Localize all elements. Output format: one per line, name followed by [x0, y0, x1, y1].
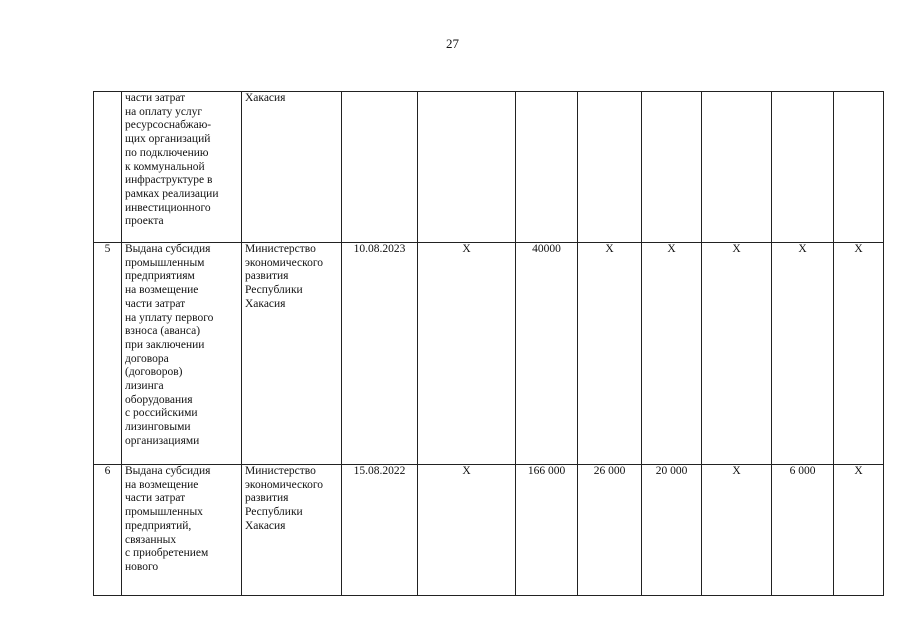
description-cell: [122, 465, 242, 596]
description-line: щих организаций: [125, 133, 211, 146]
description-line: рамках реализации: [125, 187, 219, 200]
value-cell: 40000: [516, 243, 578, 465]
value-cell: [702, 92, 772, 243]
description-line: на уплату первого: [125, 311, 214, 324]
description-line: на оплату услуг: [125, 105, 203, 118]
executor-cell: [242, 243, 342, 465]
description-line: инфраструктуре в: [125, 174, 213, 187]
table-row: [94, 465, 884, 596]
description-line: проекта: [125, 215, 164, 228]
value-cell: 20 000: [642, 465, 702, 596]
description-line: нового: [125, 560, 159, 573]
executor-line: Республики: [245, 506, 303, 519]
description-cell: [122, 92, 242, 243]
executor-line: Хакасия: [245, 297, 286, 310]
description-line: договора: [125, 352, 169, 365]
description-line: предприятиям: [125, 270, 195, 283]
executor-line: экономического: [245, 478, 324, 491]
executor-cell: [242, 92, 342, 243]
value-cell: 6 000: [772, 465, 834, 596]
description-line: предприятий,: [125, 519, 192, 532]
value-cell: [516, 92, 578, 243]
description-line: к коммунальной: [125, 160, 205, 173]
row-number-cell: [94, 92, 122, 243]
description-line: части затрат: [125, 492, 186, 505]
value-cell: X: [642, 243, 702, 465]
value-cell: 26 000: [578, 465, 642, 596]
executor-cell: [242, 465, 342, 596]
description-line: оборудования: [125, 393, 193, 406]
value-cell: X: [834, 465, 884, 596]
value-cell: [578, 92, 642, 243]
executor-line: Хакасия: [245, 519, 286, 532]
description-line: на возмещение: [125, 284, 199, 297]
date-cell: [342, 92, 418, 243]
description-line: с приобретением: [125, 547, 209, 560]
date-cell: 10.08.2023: [342, 243, 418, 465]
description-line: ресурсоснабжаю-: [125, 119, 212, 132]
document-table: [93, 91, 884, 596]
value-cell: [772, 92, 834, 243]
date-cell: 15.08.2022: [342, 465, 418, 596]
description-line: по подключению: [125, 146, 209, 159]
description-line: (договоров): [125, 366, 183, 379]
description-line: при заключении: [125, 338, 205, 351]
description-line: части затрат: [125, 297, 186, 310]
description-line: Выдана субсидия: [125, 243, 211, 255]
value-cell: X: [418, 465, 516, 596]
executor-line: Министерство: [245, 465, 316, 477]
executor-line: Министерство: [245, 243, 316, 255]
value-cell: X: [702, 243, 772, 465]
description-line: Выдана субсидия: [125, 465, 211, 477]
value-cell: [834, 92, 884, 243]
description-line: на возмещение: [125, 478, 199, 491]
description-line: части затрат: [125, 92, 186, 104]
table-row: [94, 243, 884, 465]
description-cell: [122, 243, 242, 465]
executor-line: развития: [245, 270, 289, 283]
description-line: промышленным: [125, 256, 205, 269]
value-cell: X: [772, 243, 834, 465]
value-cell: 166 000: [516, 465, 578, 596]
description-line: взноса (аванса): [125, 325, 201, 338]
value-cell: X: [834, 243, 884, 465]
value-cell: X: [418, 243, 516, 465]
table-row: [94, 92, 884, 243]
executor-line: развития: [245, 492, 289, 505]
executor-line: Республики: [245, 284, 303, 297]
page-number: 27: [446, 36, 459, 51]
row-number-cell: 5: [94, 243, 122, 465]
description-line: с российскими: [125, 407, 198, 420]
executor-line: экономического: [245, 256, 324, 269]
value-cell: X: [702, 465, 772, 596]
description-line: инвестиционного: [125, 201, 211, 214]
value-cell: [642, 92, 702, 243]
value-cell: [418, 92, 516, 243]
value-cell: X: [578, 243, 642, 465]
description-line: организациями: [125, 434, 200, 447]
row-number-cell: 6: [94, 465, 122, 596]
description-line: связанных: [125, 533, 177, 546]
executor-line: Хакасия: [245, 92, 286, 104]
description-line: лизинга: [125, 380, 164, 393]
description-line: лизинговыми: [125, 421, 191, 434]
description-line: промышленных: [125, 506, 203, 519]
